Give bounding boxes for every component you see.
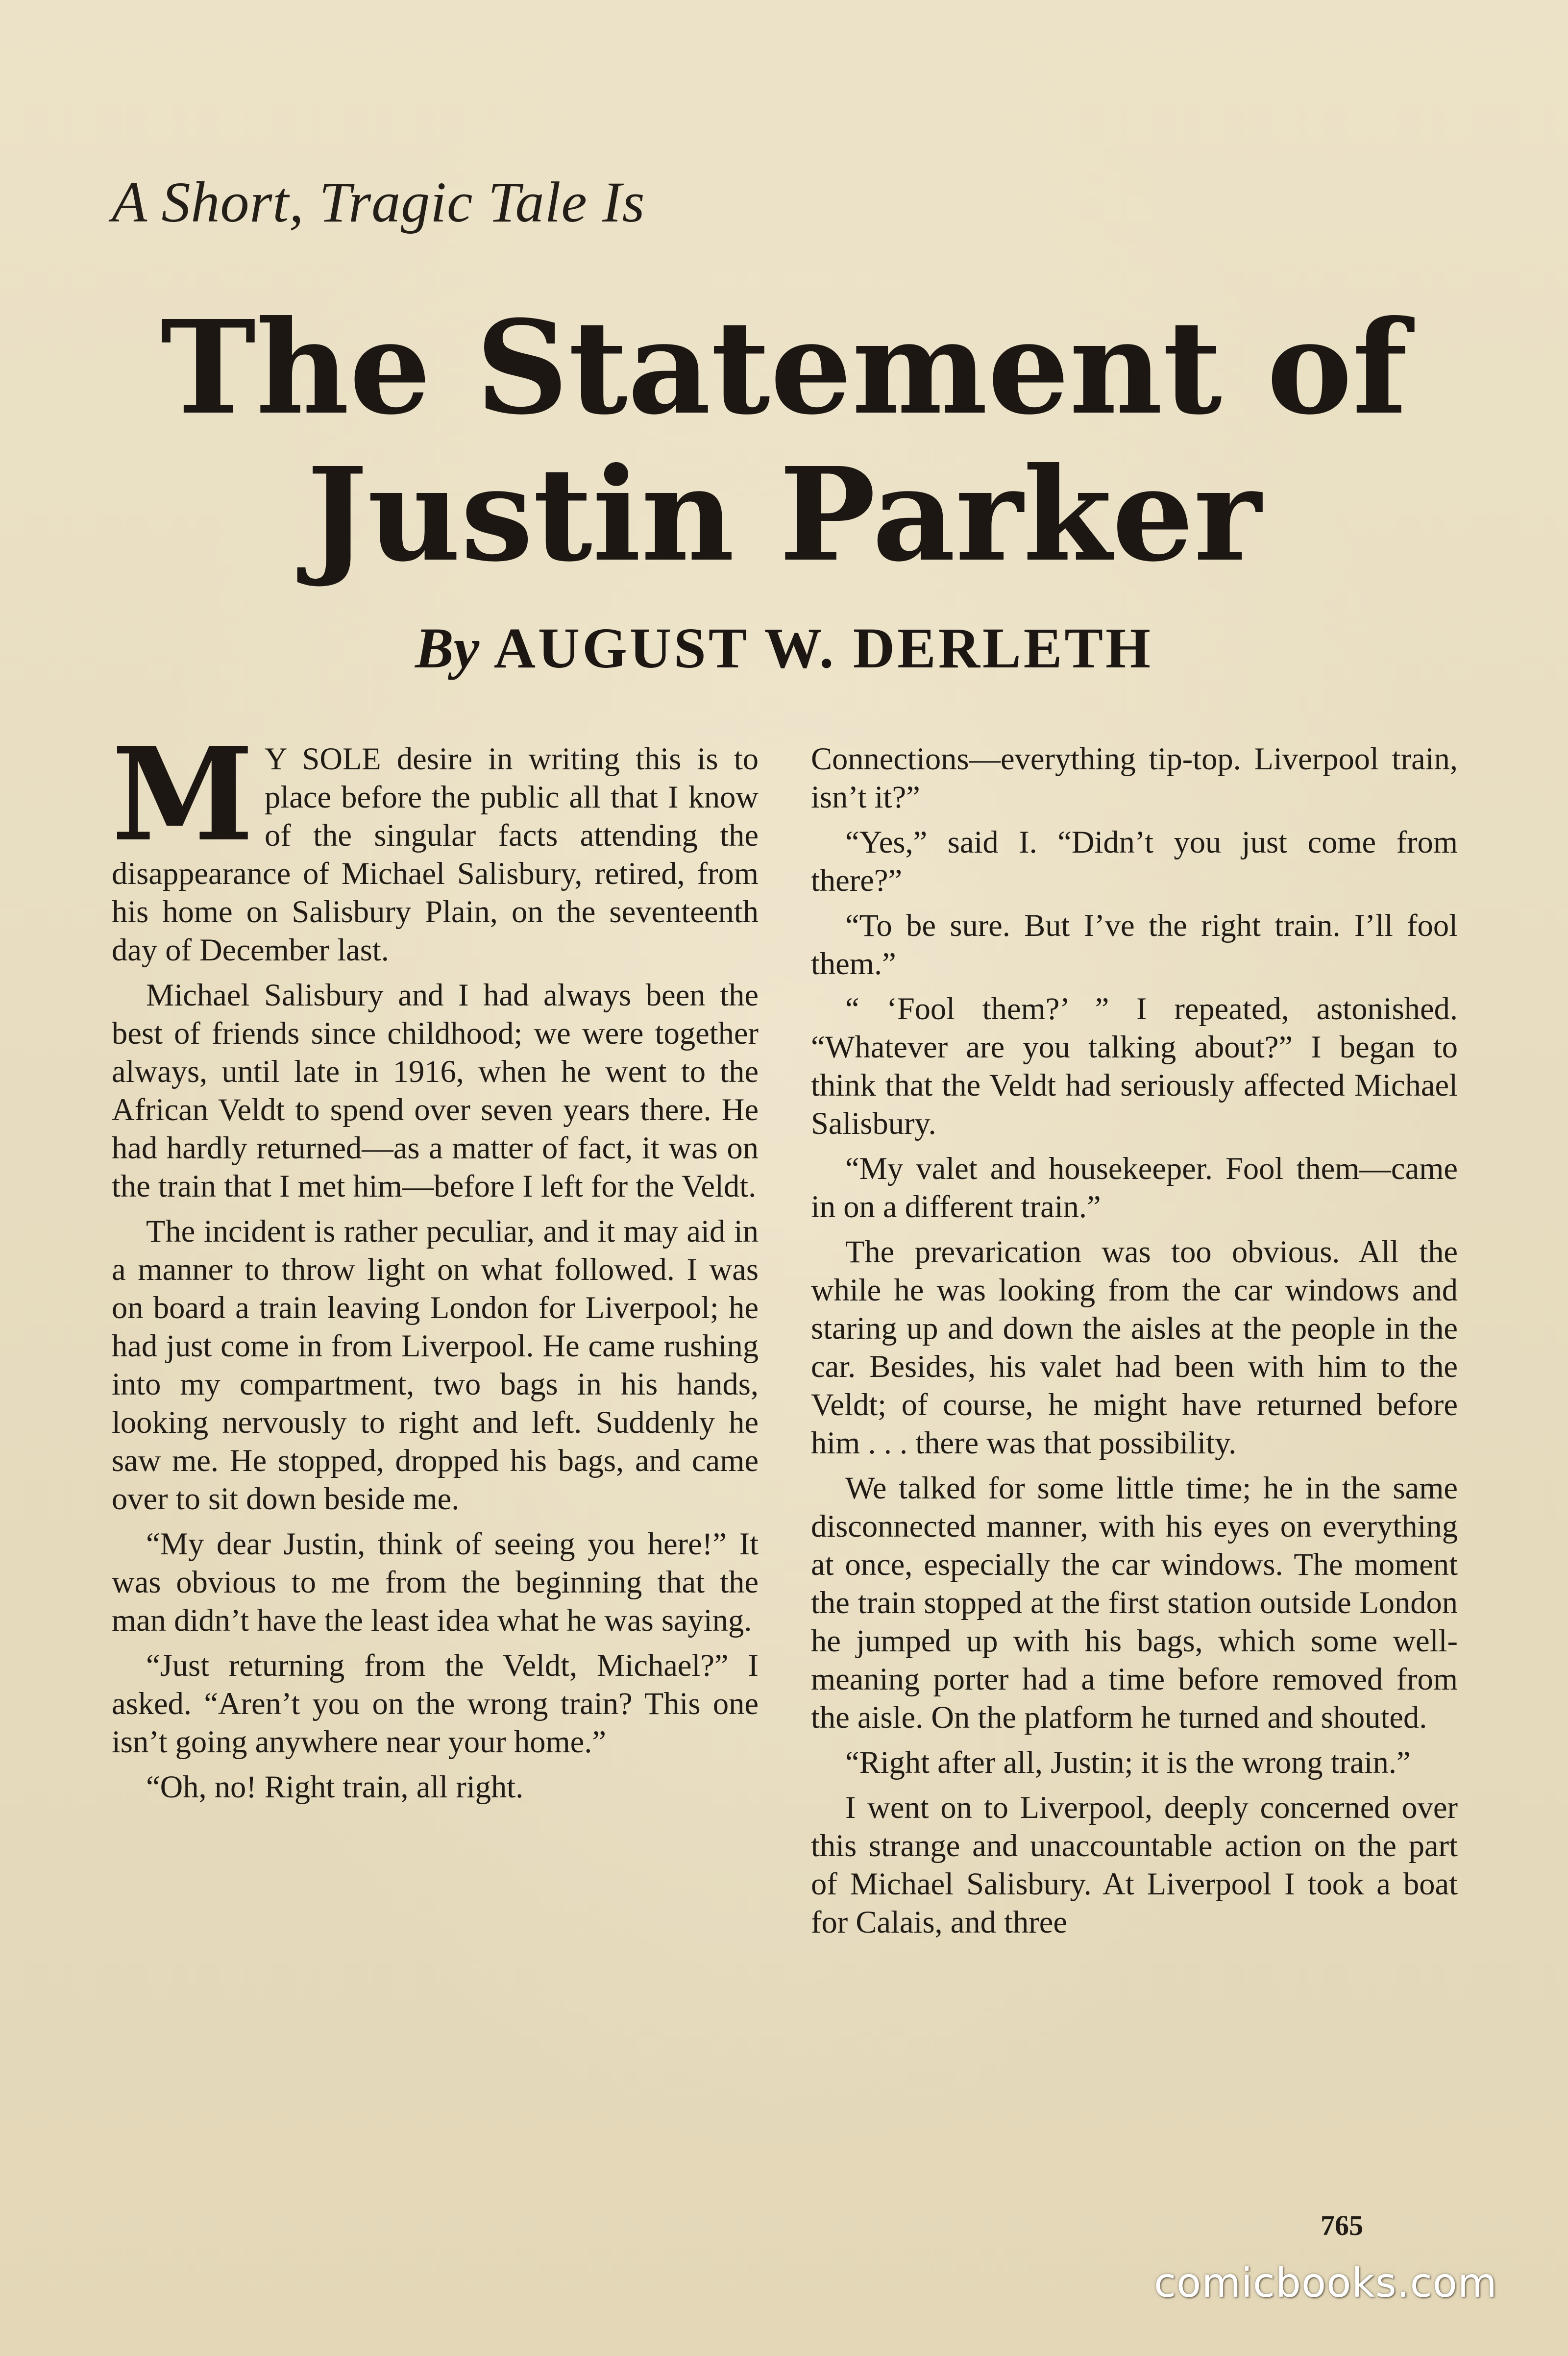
paragraph: “My dear Justin, think of seeing you here!” It was obvious to me from the beginning that the man didn’t have the least idea what he was saying. (112, 1526, 759, 1638)
paragraph: We talked for some little time; he in the same disconnected manner, with his eyes on everything at once, especially the car windows. The moment the train stopped at the first station outside London he jumped up with his bags, which some well-meaning porter had a time before removed from the aisle. On the platform he turned and shouted. (811, 1471, 1458, 1735)
paragraph: “Yes,” said I. “Didn’t you just come from there?” (811, 825, 1458, 898)
story-title-line-1: The Statement of (160, 292, 1408, 443)
paragraph: “Right after all, Justin; it is the wrong train.” (845, 1745, 1411, 1780)
paragraph (112, 719, 759, 969)
story-title-line-2: Justin Parker (306, 439, 1262, 590)
paragraph-text: Y SOLE desire in writing this is to place before the public all that I know of the singular facts attending the disappearance of Michael Salisbury, retired, from his home on Salisbury Plain, on the seventeenth day of December last. (112, 741, 759, 967)
paragraph: The prevarication was too obvious. All the while he was looking from the car windows and staring up and down the aisles at the people in the car. Besides, his valet had been with him to the Veldt; of course, he might have returned before him . . . there was that possibility. (811, 1234, 1458, 1460)
paragraph: “To be sure. But I’ve the right train. I’ll fool them.” (811, 908, 1458, 981)
paragraph: I went on to Liverpool, deeply concerned over this strange and unaccountable action on the part of Michael Salisbury. At Liverpool I took a boat for Calais, and three (811, 1790, 1458, 1939)
story-title (0, 294, 1568, 588)
author-name: AUGUST W. DERLETH (493, 616, 1153, 680)
paragraph: The incident is rather peculiar, and it may aid in a manner to throw light on what followed. I was on board a train leaving London for Liverpool; he had just come in from Liverpool. He came rushing into my compartment, two bags in his hands, looking nervously to right and left. Suddenly he saw me. He stopped, dropped his bags, and came over to sit down beside me. (112, 1214, 759, 1516)
right-column (811, 740, 1458, 1948)
paragraph: “Oh, no! Right train, all right. (146, 1769, 524, 1804)
page-number: 765 (1321, 2209, 1363, 2241)
story-kicker: A Short, Tragic Tale Is (112, 170, 645, 234)
left-column (112, 719, 759, 1813)
site-watermark: comicbooks.com (1154, 2260, 1497, 2307)
byline (0, 615, 1568, 682)
drop-cap: M (112, 719, 254, 870)
paragraph: Connections—everything tip-top. Liverpool train, isn’t it?” (811, 741, 1458, 814)
byline-by: By (415, 616, 480, 680)
paragraph: “My valet and housekeeper. Fool them—came in on a different train.” (811, 1151, 1458, 1224)
paragraph: Michael Salisbury and I had always been the best of friends since childhood; we were together always, until late in 1916, when he went to the African Veldt to spend over seven years there. He had hardly returned—as a matter of fact, it was on the train that I met him—before I left for the Veldt. (112, 978, 759, 1203)
paragraph: “ ‘Fool them?’ ” I repeated, astonished. “Whatever are you talking about?” I began to think that the Veldt had seriously affected Michael Salisbury. (811, 991, 1458, 1141)
paragraph: “Just returning from the Veldt, Michael?” I asked. “Aren’t you on the wrong train? This one isn’t going anywhere near your home.” (112, 1648, 759, 1759)
